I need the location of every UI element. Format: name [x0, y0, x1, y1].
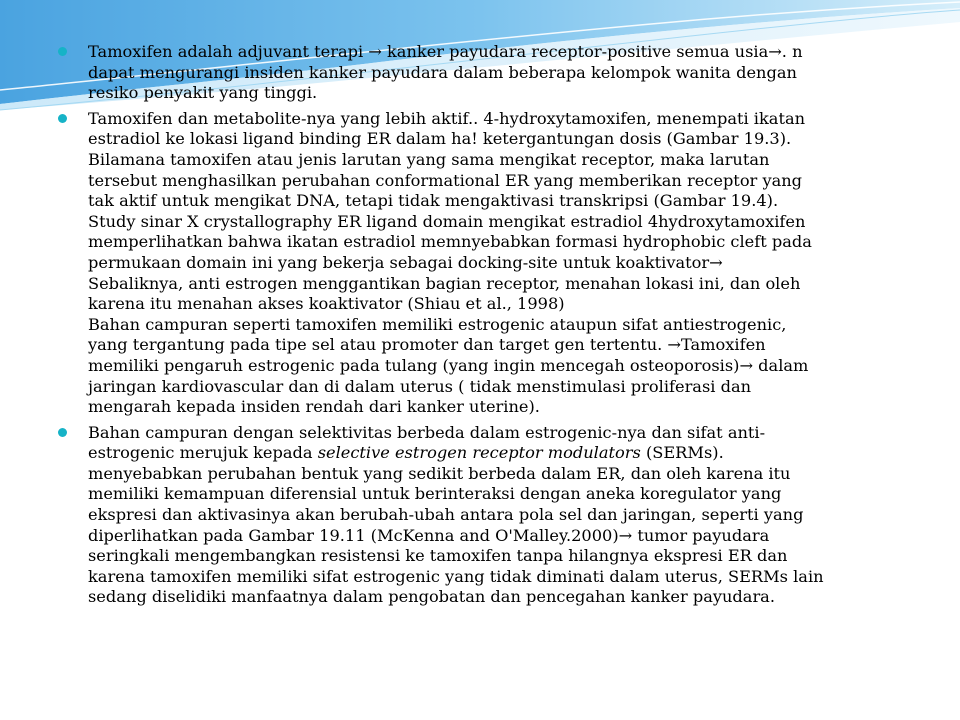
slide-content	[58, 42, 908, 613]
serms-term: selective estrogen receptor modulators	[317, 443, 641, 463]
bullet-item-2	[58, 109, 908, 418]
text-line: Bahan campuran dengan selektivitas berbeda dalam estrogenic-nya dan sifat anti-	[88, 422, 766, 442]
text-line: estradiol ke lokasi ligand binding ER dalam ha! ketergantungan dosis (Gambar 19.3).	[88, 129, 792, 149]
bullet-dot-icon	[58, 47, 67, 56]
text-line: tersebut menghasilkan perubahan conformational ER yang memberikan receptor yang	[88, 170, 803, 190]
text-line: memperlihatkan bahwa ikatan estradiol memnyebabkan formasi hydrophobic cleft pada	[88, 232, 812, 252]
text-line: Study sinar X crystallography ER ligand domain mengikat estradiol 4hydroxytamoxifen	[88, 211, 806, 231]
text-line: memiliki pengaruh estrogenic pada tulang (yang ingin mencegah osteoporosis)→ dalam	[88, 355, 809, 375]
text-line: Tamoxifen dan metabolite-nya yang lebih aktif.. 4-hydroxytamoxifen, menempati ikatan	[88, 108, 806, 128]
text-line: dapat mengurangi insiden kanker payudara dalam beberapa kelompok wanita dengan	[88, 62, 797, 82]
text-line: ekspresi dan aktivasinya akan berubah-ubah antara pola sel dan jaringan, seperti yang	[88, 505, 804, 525]
text-segment: estrogenic merujuk kepada	[88, 443, 318, 463]
bullet-dot-icon	[58, 114, 67, 123]
bullet-list	[58, 42, 908, 608]
text-line: Bilamana tamoxifen atau jenis larutan yang sama mengikat receptor, maka larutan	[88, 149, 770, 169]
text-line: memiliki kemampuan diferensial untuk berinteraksi dengan aneka koregulator yang	[88, 484, 782, 504]
text-line: resiko penyakit yang tinggi.	[88, 83, 318, 103]
text-line: permukaan domain ini yang bekerja sebagai docking-site untuk koaktivator→	[88, 252, 723, 272]
text-line: jaringan kardiovascular dan di dalam uterus ( tidak menstimulasi proliferasi dan	[88, 376, 752, 396]
text-line: Tamoxifen adalah adjuvant terapi → kanker payudara receptor-positive semua usia→. n	[88, 42, 803, 61]
text-line: seringkali mengembangkan resistensi ke tamoxifen tanpa hilangnya ekspresi ER dan	[88, 546, 788, 566]
text-line	[88, 443, 908, 464]
text-line: mengarah kepada insiden rendah dari kanker uterine).	[88, 397, 540, 417]
text-line: tak aktif untuk mengikat DNA, tetapi tidak mengaktivasi transkripsi (Gambar 19.4).	[88, 191, 779, 211]
text-line: diperlihatkan pada Gambar 19.11 (McKenna and O'Malley.2000)→ tumor payudara	[88, 525, 770, 545]
bullet-dot-icon	[58, 428, 67, 437]
text-line: sedang diselidiki manfaatnya dalam pengobatan dan pencegahan kanker payudara.	[88, 587, 775, 607]
text-line: Sebaliknya, anti estrogen menggantikan bagian receptor, menahan lokasi ini, dan oleh	[88, 273, 801, 293]
bullet-item-3	[58, 423, 908, 608]
bullet-item-1	[58, 42, 908, 104]
text-line: yang tergantung pada tipe sel atau promoter dan target gen tertentu. →Tamoxifen	[88, 335, 766, 355]
text-line: karena itu menahan akses koaktivator (Shiau et al., 1998)	[88, 294, 565, 314]
text-segment: (SERMs).	[640, 443, 724, 463]
text-line: karena tamoxifen memiliki sifat estrogenic yang tidak diminati dalam uterus, SERMs lain	[88, 566, 824, 586]
text-line: Bahan campuran seperti tamoxifen memiliki estrogenic ataupun sifat antiestrogenic,	[88, 314, 787, 334]
text-line: menyebabkan perubahan bentuk yang sedikit berbeda dalam ER, dan oleh karena itu	[88, 463, 791, 483]
